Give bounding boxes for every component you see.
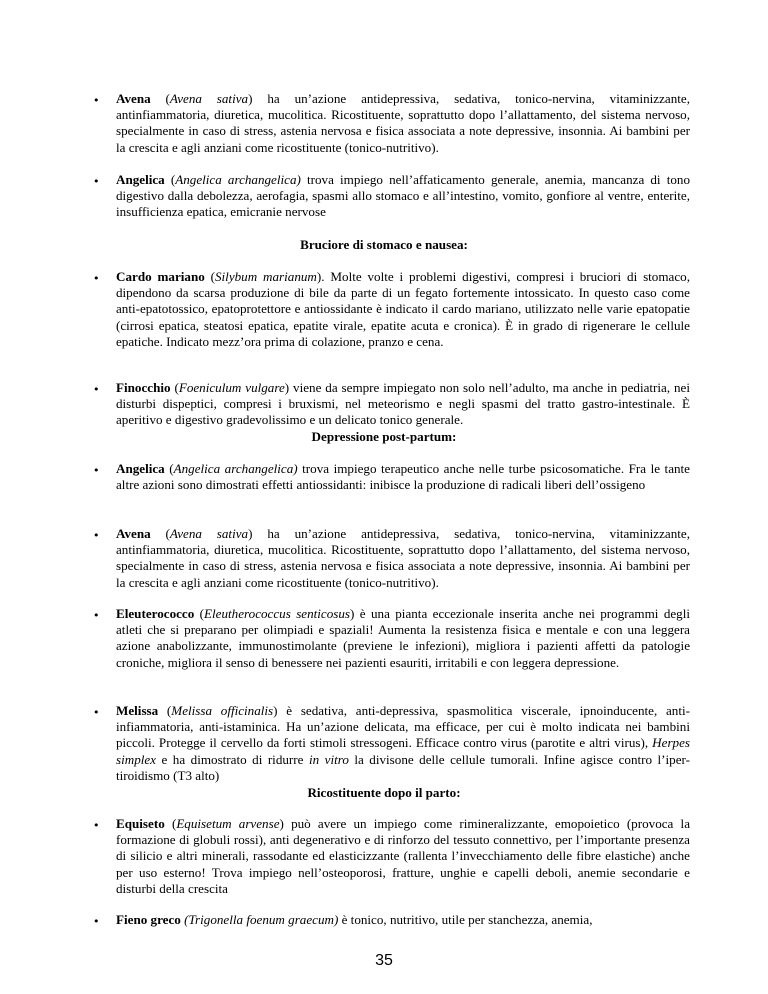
latin-name: Angelica archangelica)	[173, 461, 298, 476]
item-text	[116, 912, 690, 928]
bullet-icon: •	[93, 383, 100, 396]
latin-name: (Trigonella foenum graecum)	[184, 912, 339, 927]
item-text: Equiseto (Equisetum arvense) può avere un impiego come rimineralizzante, emopoietico (provoca la formazione di globuli rossi), anti degenerativo e di rinforzo del tessuto connettivo, per l’importante presenza di silicio e altri minerali, rassodante ed elasticizzante (rallenta l’invecchiamento delle fibre elastiche) anche per uso esterno! Trova impiego nell’osteoporosi, fratture, unghie e capelli deboli, anemie secondarie e disturbi della crescita	[116, 816, 691, 896]
plant-name: Angelica	[116, 172, 165, 187]
page-number: 35	[375, 952, 393, 969]
section-heading: Bruciore di stomaco e nausea:	[300, 237, 468, 252]
latin-term: in vitro	[308, 751, 349, 767]
latin-name: Equisetum arvense	[176, 816, 280, 831]
latin-name: Angelica archangelica)	[175, 172, 301, 187]
plant-name: Avena	[116, 91, 151, 106]
item-description: è sedativa, anti-depressiva, spasmolitica viscerale, ipnoinducente, anti-infiammatoria, anti-istaminica. Ha un’azione delicata, ma efficace, per cui è molto indicata nei bambini piccoli. Protegge il cervello da forti stimoli stressogeni. Efficace contro virus (parotite e altri virus),	[116, 703, 690, 751]
plant-name: Melissa	[116, 703, 159, 718]
bullet-icon: •	[93, 272, 100, 285]
item-description: può avere un impiego come rimineralizzante, emopoietico (provoca la formazione di globuli rossi), anti degenerativo e di rinforzo del tessuto connettivo, per l’importante presenza di silicio e altri minerali, rassodante ed elasticizzante (rallenta l’invecchiamento delle fibre elastiche) anche per uso esterno! Trova impiego nell’osteoporosi, fratture, unghie e capelli deboli, anemie secondarie e disturbi della crescita	[116, 816, 691, 896]
item-description: viene da sempre impiegato non solo nell’adulto, ma anche in pediatria, nei disturbi dispeptici, compresi i bruxismi, nel meteorismo e negli spasmi del tratto gastro-intestinale. È aperitivo e digestivo gradevolissimo e un delicato tonico generale.	[116, 380, 691, 428]
item-text: Cardo mariano (Silybum marianum). Molte volte i problemi digestivi, compresi i bruciori di stomaco, dipendono da scarsa produzione di bile da parte di un fegato fortemente intossicato. In questo caso come anti-epatotossico, epatoprotettore e antiossidante è indicato il cardo mariano, utilizzato nelle varie epatopatie (cirrosi epatica, steatosi epatica, epatite virale, epatite acuta e cronica). È in grado di rigenerare le cellule epatiche. Indicato mezz’ora prima di colazione, pranzo e cena.	[116, 269, 690, 349]
item-description: è tonico, nutritivo, utile per stanchezza, anemia,	[338, 912, 593, 927]
latin-name: Silybum marianum	[215, 269, 317, 284]
latin-name: Foeniculum vulgare	[178, 380, 285, 395]
latin-name: Avena sativa	[169, 91, 249, 106]
plant-name: Angelica	[116, 461, 165, 476]
bullet-icon: •	[93, 175, 100, 188]
bullet-icon: •	[93, 819, 100, 832]
item-text: Eleuterococco (Eleutherococcus senticosus) è una pianta eccezionale inserita anche nei programmi degli atleti che si preparano per olimpiadi e spaziali! Aumenta la resistenza fisica e mentale e con una leggera azione anabolizzante, immunostimolante (previene le infezioni), migliora i pazienti affetti da patologie croniche, migliora il senso di benessere nei pazienti esauriti, irritabili e con leggera depressione.	[116, 606, 690, 670]
item-description-cont: e ha dimostrato di ridurre	[156, 751, 309, 767]
plant-name: Cardo mariano	[116, 269, 205, 284]
plant-name: Finocchio	[116, 380, 171, 395]
item-description: . Molte volte i problemi digestivi, compresi i bruciori di stomaco, dipendono da scarsa produzione di bile da parte di un fegato fortemente intossicato. In questo caso come anti-epatotossico, epatoprotettore e antiossidante è indicato il cardo mariano, utilizzato nelle varie epatopatie (cirrosi epatica, steatosi epatica, epatite virale, epatite acuta e cronica). È in grado di rigenerare le cellule epatiche. Indicato mezz’ora prima di colazione, pranzo e cena.	[116, 269, 690, 349]
item-description: è una pianta eccezionale inserita anche nei programmi degli atleti che si preparano per olimpiadi e spaziali! Aumenta la resistenza fisica e mentale e con una leggera azione anabolizzante, immunostimolante (previene le infezioni), migliora i pazienti affetti da patologie croniche, migliora il senso di benessere nei pazienti esauriti, irritabili e con leggera depressione.	[116, 606, 690, 670]
bullet-icon: •	[93, 609, 100, 622]
bullet-icon: •	[93, 915, 100, 928]
plant-name: Avena	[116, 526, 151, 541]
latin-name: Melissa officinalis	[171, 703, 274, 718]
bullet-icon: •	[93, 464, 100, 477]
item-text: Avena (Avena sativa) ha un’azione antidepressiva, sedativa, tonico-nervina, vitaminizzante, antinfiammatoria, diuretica, mucolitica. Ricostituente, soprattutto dopo l’allattamento, del sistema nervoso, specialmente in caso di stress, astenia nervosa e fisica associata a note depressive, insonnia. Ai bambini per la crescita e agli anziani come ricostituente (tonico-nutritivo).	[116, 526, 691, 590]
section-heading: Depressione post-partum:	[311, 429, 457, 444]
plant-name: Equiseto	[116, 816, 165, 831]
bullet-icon: •	[93, 706, 100, 719]
item-text: Angelica (Angelica archangelica) trova impiego terapeutico anche nelle turbe psicosomatiche. Fra le tante altre azioni sono dimostrati effetti antiossidanti: inibisce la produzione di radicali liberi dell’ossigeno	[116, 461, 690, 493]
item-description: ha un’azione antidepressiva, sedativa, tonico-nervina, vitaminizzante, antinfiammatoria, diuretica, mucolitica. Ricostituente, soprattutto dopo l’allattamento, del sistema nervoso, specialmente in caso di stress, astenia nervosa e fisica associata a note depressive, insonnia. Ai bambini per la crescita e agli anziani come ricostituente (tonico-nutritivo).	[116, 526, 691, 590]
latin-name: Avena sativa	[169, 526, 249, 541]
plant-name: Fieno greco	[116, 912, 181, 927]
item-description: trova impiego nell’affaticamento generale, anemia, mancanza di tono digestivo dalla debolezza, aerofagia, spasmi allo stomaco e all’intestino, vomito, gonfiore al ventre, enterite, insufficienza epatica, emicranie nervose	[116, 172, 690, 220]
bullet-icon: •	[93, 94, 100, 107]
plant-name: Eleuterococco	[116, 606, 195, 621]
latin-name: Eleutherococcus senticosus	[204, 606, 351, 621]
item-description: trova impiego terapeutico anche nelle turbe psicosomatiche. Fra le tante altre azioni sono dimostrati effetti antiossidanti: inibisce la produzione di radicali liberi dell’ossigeno	[116, 461, 690, 493]
item-text: Melissa (Melissa officinalis) è sedativa, anti-depressiva, spasmolitica viscerale, ipnoinducente, anti-infiammatoria, anti-istaminica. Ha un’azione delicata, ma efficace, per cui è molto indicata nei bambini piccoli. Protegge il cervello da forti stimoli stressogeni. Efficace contro virus (parotite e altri virus), Herpes simplex e ha dimostrato di ridurre in vitro la divisone delle cellule tumorali. Infine agisce contro l’iper-tiroidismo (T3 alto)	[116, 703, 690, 783]
item-text: Avena (Avena sativa) ha un’azione antidepressiva, sedativa, tonico-nervina, vitaminizzante, antinfiammatoria, diuretica, mucolitica. Ricostituente, soprattutto dopo l’allattamento, del sistema nervoso, specialmente in caso di stress, astenia nervosa e fisica associata a note depressive, insonnia. Ai bambini per la crescita e agli anziani come ricostituente (tonico-nutritivo).	[116, 91, 691, 155]
virus-name: Herpes simplex	[116, 735, 690, 767]
item-text: Finocchio (Foeniculum vulgare) viene da sempre impiegato non solo nell’adulto, ma anche in pediatria, nei disturbi dispeptici, compresi i bruxismi, nel meteorismo e negli spasmi del tratto gastro-intestinale. È aperitivo e digestivo gradevolissimo e un delicato tonico generale.	[116, 380, 691, 428]
section-heading: Ricostituente dopo il parto:	[307, 785, 461, 800]
item-description-end: la divisone delle cellule tumorali. Infine agisce contro l’iper-tiroidismo (T3 alto)	[116, 751, 690, 783]
item-text: Angelica (Angelica archangelica) trova impiego nell’affaticamento generale, anemia, mancanza di tono digestivo dalla debolezza, aerofagia, spasmi allo stomaco e all’intestino, vomito, gonfiore al ventre, enterite, insufficienza epatica, emicranie nervose	[116, 172, 690, 220]
item-description: ha un’azione antidepressiva, sedativa, tonico-nervina, vitaminizzante, antinfiammatoria, diuretica, mucolitica. Ricostituente, soprattutto dopo l’allattamento, del sistema nervoso, specialmente in caso di stress, astenia nervosa e fisica associata a note depressive, insonnia. Ai bambini per la crescita e agli anziani come ricostituente (tonico-nutritivo).	[116, 91, 691, 155]
bullet-icon: •	[93, 529, 100, 542]
